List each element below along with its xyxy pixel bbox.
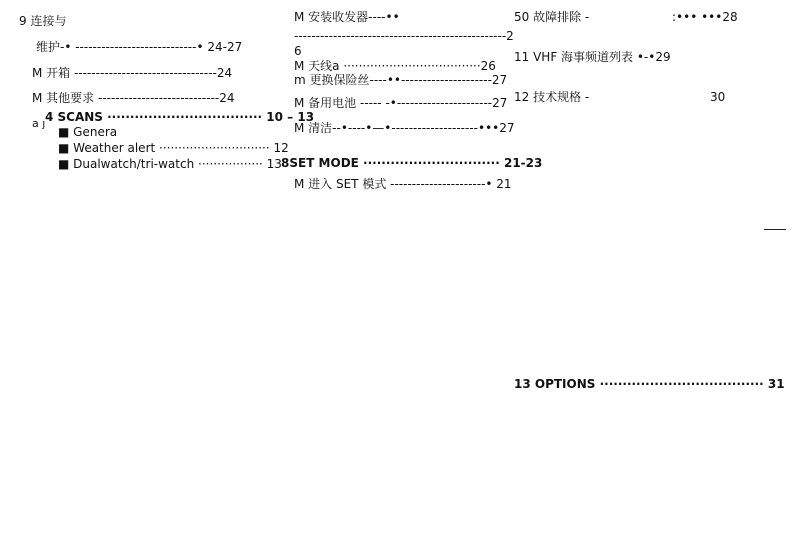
toc-subitem-dualwatch: ■ Dualwatch/tri-watch ················· 13 — [58, 157, 282, 171]
toc-heading-set-mode: 8SET MODE ······························ 21-23 — [281, 156, 543, 170]
toc-line-specifications: 12 技术规格 - — [514, 90, 590, 104]
toc-line-dash-leader: -------------------------------------------------2 — [294, 29, 514, 43]
toc-heading-scans: 4 SCANS ·································· 10 – 13 — [45, 110, 315, 124]
toc-page-troubleshooting: :••• •••28 — [672, 10, 738, 24]
toc-line-troubleshooting: 50 故障排除 - — [514, 10, 590, 24]
toc-line-replace-fuse: m 更换保险丝----••---------------------27 — [294, 73, 508, 87]
margin-rule — [764, 229, 786, 230]
toc-line-enter-set-mode: M 进入 SET 模式 ----------------------• 21 — [294, 177, 512, 191]
toc-line-maintenance: 维护-• ----------------------------• 24-27 — [36, 40, 243, 54]
toc-heading-options: 13 OPTIONS ···································· 31 — [514, 377, 785, 391]
toc-subitem-weather-alert: ■ Weather alert ····························· 12 — [58, 141, 289, 155]
toc-line-unpacking: M 开箱 ---------------------------------24 — [32, 66, 233, 80]
toc-line-backup-battery: M 备用电池 ----- -•----------------------27 — [294, 96, 508, 110]
toc-page-specifications: 30 — [710, 90, 726, 104]
toc-line-antenna: M 天线a ····································26 — [294, 59, 496, 73]
toc-line-vhf-channel-list: 11 VHF 海事频道列表 •-•29 — [514, 50, 671, 64]
toc-line-cleaning: M 清洁--•----•—•--------------------•••27 — [294, 121, 515, 135]
toc-line-page-fragment: 6 — [294, 44, 302, 58]
toc-line-install-transceiver: M 安装收发器----•• — [294, 10, 400, 24]
toc-line-other-requirements: M 其他要求 ----------------------------24 — [32, 91, 235, 105]
toc-line-connection: 9 连接与 — [19, 14, 67, 28]
toc-marker: a ȷ — [32, 117, 46, 130]
toc-subitem-general: ■ Genera — [58, 125, 118, 139]
